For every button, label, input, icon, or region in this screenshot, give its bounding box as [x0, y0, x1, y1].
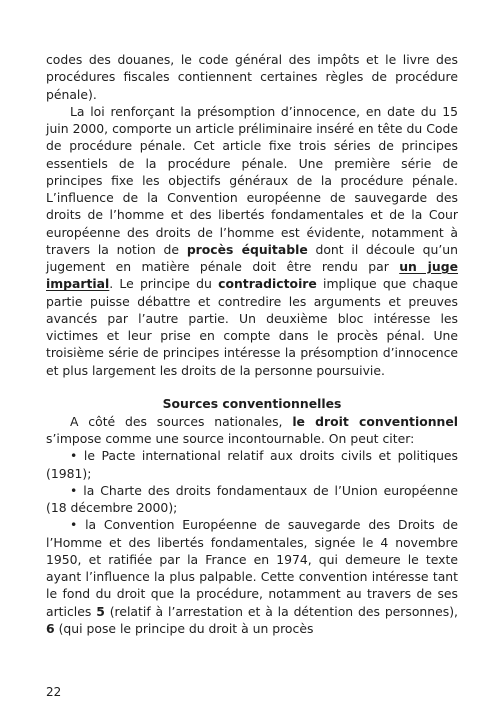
bullet-item-convention: [46, 516, 458, 637]
text-segment: La loi renforçant la présomption d’innocence, en date du 15 juin 2000, comporte un article préliminaire inséré en tête du Code de procédure pénale. Cet article fixe trois séries de principes essentiels de la procédure pénale. Une première série de principes fixe les objectifs généraux de la procédure pénale. L’influence de la Convention européenne de sauvegarde des droits de l’homme et des libertés fondamentales et de la Cour européenne des droits de l’homme est évidente, notamment à travers la notion de: [46, 103, 458, 257]
bullet-item: • le Pacte international relatif aux droits civils et politiques (1981);: [46, 448, 458, 481]
article-preliminaire-paragraph: [46, 103, 458, 379]
text-segment: s’impose comme une source incontournable. On peut citer:: [46, 431, 415, 446]
conventional-sources-paragraph: [46, 413, 458, 448]
bold-article-number: 5: [96, 603, 105, 619]
section-heading: Sources conventionnelles: [162, 395, 342, 411]
text-segment: (qui pose le principe du droit à un procès: [54, 620, 314, 636]
bold-term-droit-conventionnel: le droit conventionnel: [292, 413, 458, 429]
text-segment: implique que chaque partie puisse débattre et contredire les arguments et preuves avancés par l’autre partie. Un deuxième bloc intéresse les victimes et leur prise en compte dans le procès pénal. Une troisième série de principes intéresse la présomption d’innocence et plus largement les droits de la personne poursuivie.: [46, 276, 458, 378]
page-number: 22: [46, 685, 62, 699]
bold-article-number: 6: [46, 620, 55, 636]
document-page: [46, 51, 458, 637]
text-segment: (relatif à l’arrestation et à la détention des personnes),: [104, 603, 458, 619]
bold-term-juge-impartial: un juge impartial: [46, 259, 458, 292]
text-segment: • la Convention Européenne de sauvegarde des Droits de l’Homme et des libertés fondamentales, signée le 4 novembre 1950, et ratifiée par la France en 1974, qui demeure le texte ayant l’influence la plus palpable. Cette convention intéresse tant le fond du droit que la procédure, notamment au travers de ses articles: [46, 517, 458, 619]
continuation-paragraph: codes des douanes, le code général des impôts et le livre des procédures fiscales contiennent certaines règles de procédure pénale).: [46, 52, 458, 102]
text-segment: . Le principe du: [109, 276, 219, 292]
bold-term-proces-equitable: procès équitable: [186, 241, 308, 257]
text-segment: dont il découle qu’un jugement en matière pénale doit être rendu par: [46, 241, 458, 274]
text-segment: A côté des sources nationales,: [70, 413, 293, 429]
bold-term-contradictoire: contradictoire: [218, 276, 317, 292]
bullet-item: • la Charte des droits fondamentaux de l’Union européenne (18 décembre 2000);: [46, 482, 458, 515]
